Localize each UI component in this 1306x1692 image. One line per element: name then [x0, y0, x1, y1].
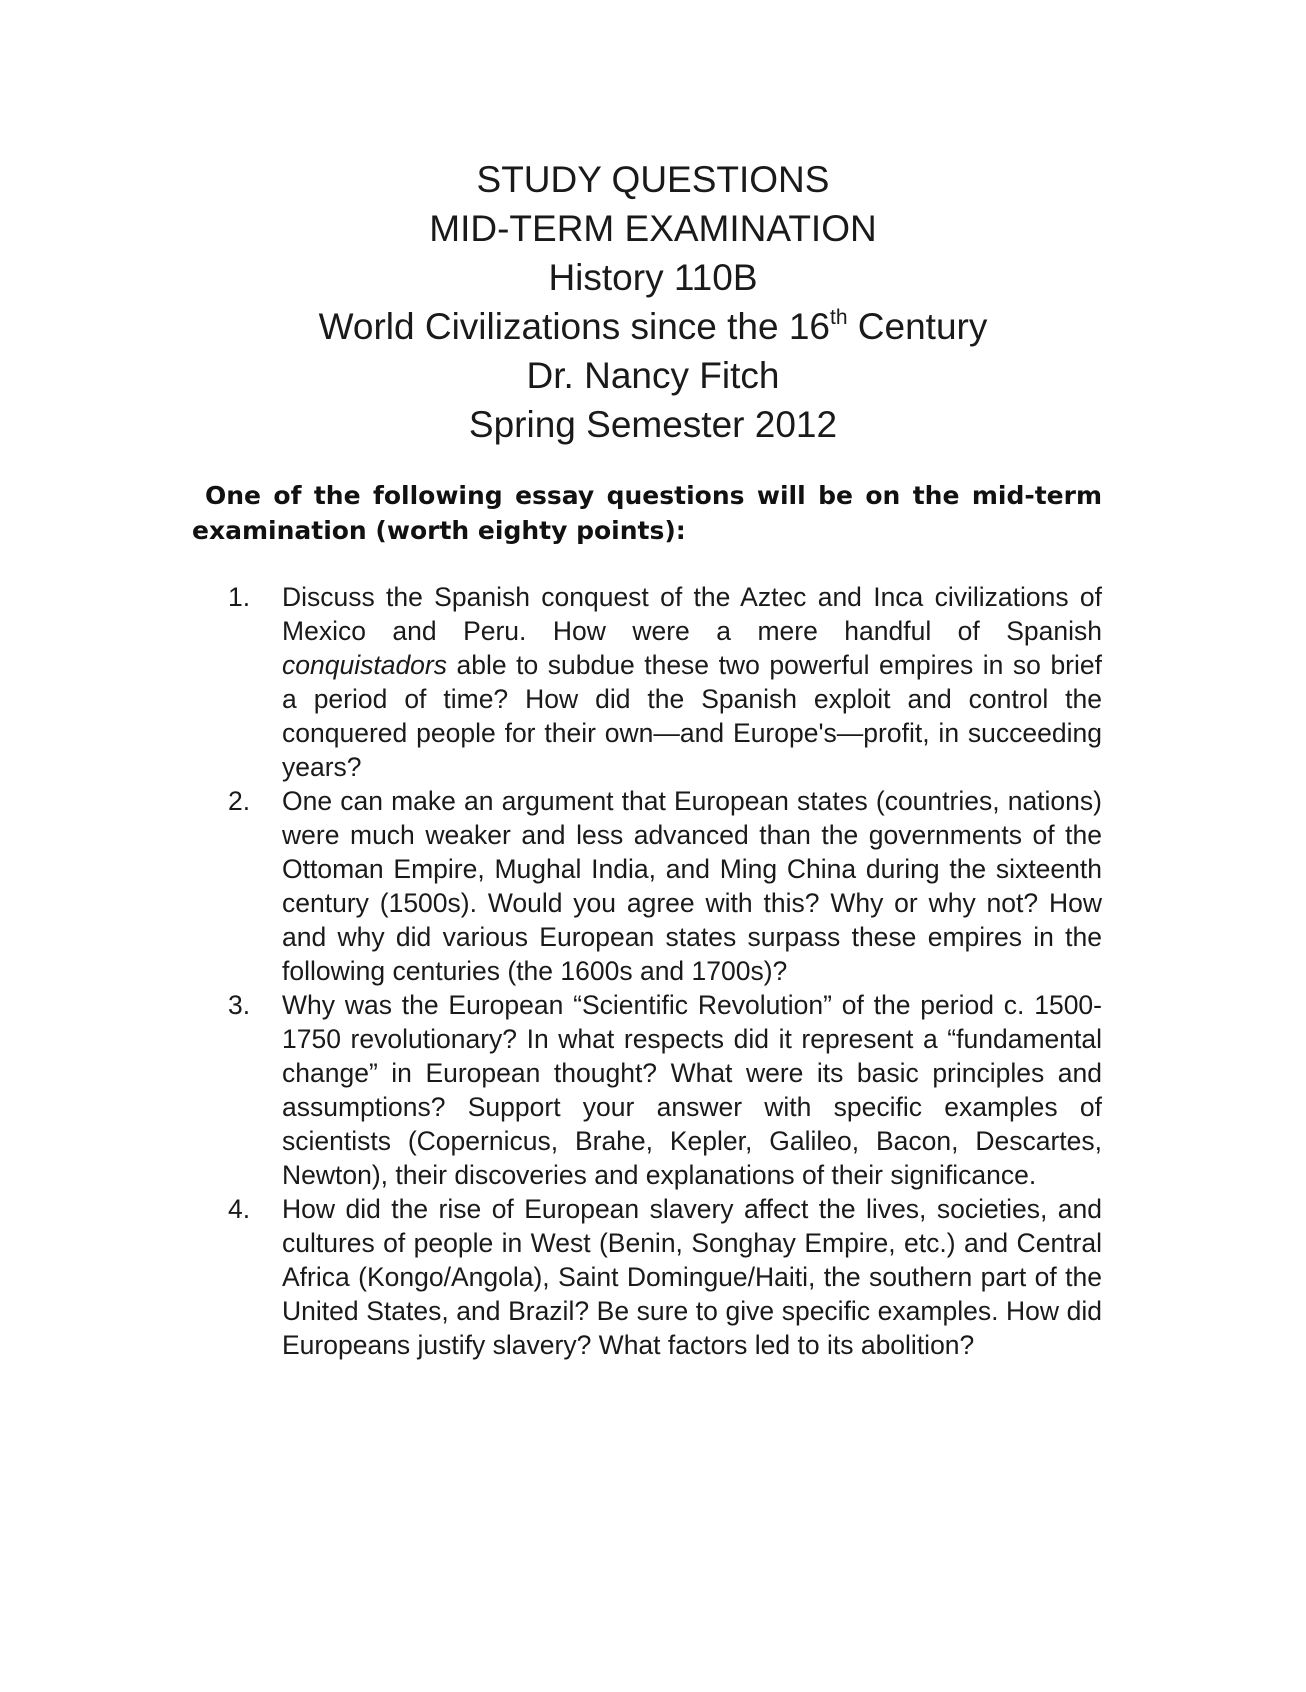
course-name-superscript: th [830, 305, 848, 329]
question-text-part: able to subdue these two powerful empires in so brief a period of time? How did the Spanish exploit and control the conquered people for their own—and Europe's—profit, in succeeding years? [282, 650, 1102, 782]
title-course-number: History 110B [548, 257, 758, 298]
course-name-end: Century [847, 306, 988, 347]
question-item-3 [228, 988, 1102, 1192]
course-name-start: World Civilizations since the 16 [318, 306, 830, 347]
title-course-name [0, 302, 1306, 351]
question-text: How did the rise of European slavery affect the lives, societies, and cultures of people in West (Benin, Songhay Empire, etc.) and Central Africa (Kongo/Angola), Saint Domingue/Haiti, the southern part of the United States, and Brazil? Be sure to give specific examples. How did Europeans justify slavery? What factors led to its abolition? [282, 1194, 1102, 1360]
title-block [0, 155, 1306, 449]
question-list [228, 580, 1102, 1362]
question-text-italic: conquistadors [282, 650, 447, 680]
question-item-4 [228, 1192, 1102, 1362]
title-study-questions: STUDY QUESTIONS [476, 159, 830, 200]
question-text-part: Discuss the Spanish conquest of the Aztec and Inca civilizations of Mexico and Peru. How were a mere handful of Spanish [282, 582, 1102, 646]
question-number: 2. [228, 786, 251, 816]
question-number: 1. [228, 582, 251, 612]
intro-instructions: One of the following essay questions will be on the mid-term examination (worth eighty points): [192, 481, 1102, 545]
question-item-2 [228, 784, 1102, 988]
question-text: One can make an argument that European states (countries, nations) were much weaker and less advanced than the governments of the Ottoman Empire, Mughal India, and Ming China during the sixteenth century (1500s). Would you agree with this? Why or why not? How and why did various European states surpass these empires in the following centuries (the 1600s and 1700s)? [282, 786, 1102, 986]
title-exam-type: MID-TERM EXAMINATION [429, 208, 877, 249]
title-instructor: Dr. Nancy Fitch [526, 355, 780, 396]
question-number: 3. [228, 990, 251, 1020]
question-item-1 [228, 580, 1102, 784]
title-semester: Spring Semester 2012 [468, 404, 838, 445]
question-text [282, 580, 1102, 784]
question-text: Why was the European “Scientific Revolution” of the period c. 1500-1750 revolutionary? In what respects did it represent a “fundamental change” in European thought? What were its basic principles and assumptions? Support your answer with specific examples of scientists (Copernicus, Brahe, Kepler, Galileo, Bacon, Descartes, Newton), their discoveries and explanations of their significance. [282, 990, 1102, 1190]
question-number: 4. [228, 1194, 251, 1224]
